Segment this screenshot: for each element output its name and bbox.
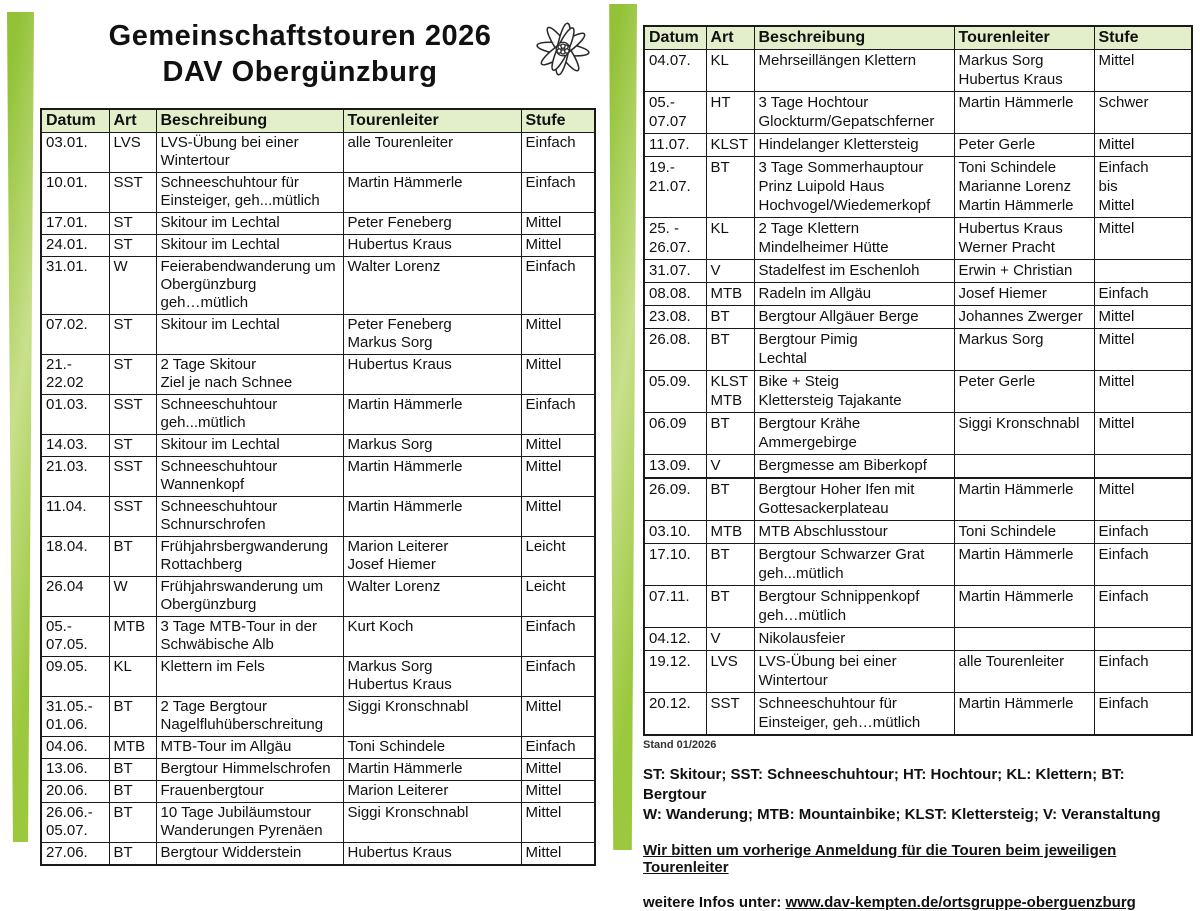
cell-beschreibung: Bergmesse am Biberkopf <box>754 455 954 479</box>
cell-datum: 20.06. <box>41 781 109 803</box>
cell-beschreibung: Hindelanger Klettersteig <box>754 134 954 157</box>
cell-art: ST <box>109 213 156 235</box>
cell-tourenleiter: Martin Hämmerle <box>954 586 1094 628</box>
cell-tourenleiter: Josef Hiemer <box>954 283 1094 306</box>
column-header: Tourenleiter <box>343 109 521 133</box>
cell-stufe: Mittel <box>521 497 595 537</box>
cell-art: BT <box>109 697 156 737</box>
cell-tourenleiter: Peter Feneberg Markus Sorg <box>343 315 521 355</box>
tour-row <box>41 235 595 257</box>
cell-tourenleiter: Martin Hämmerle <box>954 92 1094 134</box>
cell-tourenleiter: Erwin + Christian <box>954 260 1094 283</box>
column-header: Stufe <box>521 109 595 133</box>
cell-beschreibung: Mehrseillängen Klettern <box>754 50 954 92</box>
cell-tourenleiter: Peter Gerle <box>954 134 1094 157</box>
cell-tourenleiter: Martin Hämmerle <box>343 457 521 497</box>
column-header: Beschreibung <box>156 109 343 133</box>
cell-beschreibung: Bergtour Himmelschrofen <box>156 759 343 781</box>
cell-art: BT <box>706 478 754 521</box>
cell-stufe: Mittel <box>1094 134 1192 157</box>
tour-row <box>644 92 1192 134</box>
column-header: Tourenleiter <box>954 26 1094 50</box>
cell-beschreibung: 2 Tage Bergtour Nagelfluhüberschreitung <box>156 697 343 737</box>
tour-row <box>41 803 595 843</box>
cell-art: LVS <box>706 651 754 693</box>
cell-stufe: Mittel <box>521 235 595 257</box>
cell-tourenleiter: Peter Feneberg <box>343 213 521 235</box>
cell-datum: 20.12. <box>644 693 706 736</box>
page-title <box>40 18 560 90</box>
cell-beschreibung: Schneeschuhtour geh...mütlich <box>156 395 343 435</box>
cell-stufe: Mittel <box>1094 478 1192 521</box>
cell-art: HT <box>706 92 754 134</box>
cell-datum: 04.12. <box>644 628 706 651</box>
cell-beschreibung: Frühjahrswanderung um Obergünzburg <box>156 577 343 617</box>
cell-datum: 19.- 21.07. <box>644 157 706 218</box>
cell-datum: 26.06.- 05.07. <box>41 803 109 843</box>
table-header-row <box>41 109 595 133</box>
cell-art: KL <box>706 218 754 260</box>
cell-stufe: Mittel <box>1094 306 1192 329</box>
column-header: Art <box>706 26 754 50</box>
cell-datum: 05.- 07.07 <box>644 92 706 134</box>
cell-beschreibung: Bergtour Krähe Ammergebirge <box>754 413 954 455</box>
cell-stufe <box>1094 628 1192 651</box>
table-header-row <box>644 26 1192 50</box>
tour-row <box>41 843 595 866</box>
cell-beschreibung: Bergtour Widderstein <box>156 843 343 866</box>
cell-beschreibung: Bergtour Allgäuer Berge <box>754 306 954 329</box>
cell-art: ST <box>109 315 156 355</box>
cell-beschreibung: 3 Tage Hochtour Glockturm/Gepatschferner <box>754 92 954 134</box>
cell-art: ST <box>109 435 156 457</box>
cell-beschreibung: Frauenbergtour <box>156 781 343 803</box>
tour-row <box>644 521 1192 544</box>
cell-datum: 31.01. <box>41 257 109 315</box>
column-header: Datum <box>644 26 706 50</box>
cell-stufe: Mittel <box>521 435 595 457</box>
cell-art: KLST MTB <box>706 371 754 413</box>
cell-stufe <box>1094 455 1192 479</box>
cell-art: KL <box>109 657 156 697</box>
tour-row <box>41 657 595 697</box>
cell-datum: 05.09. <box>644 371 706 413</box>
cell-datum: 07.11. <box>644 586 706 628</box>
cell-tourenleiter <box>954 628 1094 651</box>
column-header: Datum <box>41 109 109 133</box>
cell-art: BT <box>706 544 754 586</box>
cell-tourenleiter: Marion Leiterer Josef Hiemer <box>343 537 521 577</box>
cell-stufe: Einfach <box>1094 586 1192 628</box>
tour-row <box>644 218 1192 260</box>
tour-row <box>644 478 1192 521</box>
tour-row <box>41 457 595 497</box>
cell-beschreibung: Schneeschuhtour für Einsteiger, geh...mütlich <box>156 173 343 213</box>
cell-stufe: Einfach <box>521 737 595 759</box>
cell-tourenleiter: Peter Gerle <box>954 371 1094 413</box>
cell-art: BT <box>706 329 754 371</box>
cell-datum: 19.12. <box>644 651 706 693</box>
cell-tourenleiter: alle Tourenleiter <box>954 651 1094 693</box>
cell-tourenleiter: Siggi Kronschnabl <box>343 697 521 737</box>
cell-beschreibung: MTB Abschlusstour <box>754 521 954 544</box>
cell-datum: 06.09 <box>644 413 706 455</box>
cell-art: V <box>706 455 754 479</box>
cell-datum: 10.01. <box>41 173 109 213</box>
page-edge-bar-middle <box>608 4 637 850</box>
cell-tourenleiter: Martin Hämmerle <box>954 544 1094 586</box>
tour-row <box>41 213 595 235</box>
cell-beschreibung: Skitour im Lechtal <box>156 213 343 235</box>
abbreviation-legend <box>643 765 1191 825</box>
cell-tourenleiter: Siggi Kronschnabl <box>954 413 1094 455</box>
cell-stufe: Einfach <box>1094 651 1192 693</box>
cell-datum: 11.04. <box>41 497 109 537</box>
cell-datum: 26.08. <box>644 329 706 371</box>
tour-row <box>644 586 1192 628</box>
cell-tourenleiter: Markus Sorg Hubertus Kraus <box>954 50 1094 92</box>
cell-datum: 31.05.- 01.06. <box>41 697 109 737</box>
cell-tourenleiter: Hubertus Kraus <box>343 843 521 866</box>
left-page <box>40 18 594 866</box>
tour-row <box>41 537 595 577</box>
cell-stufe: Einfach <box>521 617 595 657</box>
cell-datum: 03.10. <box>644 521 706 544</box>
cell-art: BT <box>109 803 156 843</box>
cell-art: BT <box>706 413 754 455</box>
cell-beschreibung: 3 Tage MTB-Tour in der Schwäbische Alb <box>156 617 343 657</box>
cell-beschreibung: Feierabendwanderung um Obergünzburg geh…mütlich <box>156 257 343 315</box>
cell-stufe <box>1094 260 1192 283</box>
title-line2: DAV Obergünzburg <box>162 56 438 88</box>
cell-stufe: Einfach <box>1094 521 1192 544</box>
cell-beschreibung: MTB-Tour im Allgäu <box>156 737 343 759</box>
cell-beschreibung: Stadelfest im Eschenloh <box>754 260 954 283</box>
cell-tourenleiter <box>954 455 1094 479</box>
cell-art: BT <box>109 781 156 803</box>
tour-row <box>644 260 1192 283</box>
cell-tourenleiter: Martin Hämmerle <box>343 395 521 435</box>
cell-datum: 01.03. <box>41 395 109 435</box>
cell-beschreibung: 10 Tage Jubiläumstour Wanderungen Pyrenäen <box>156 803 343 843</box>
cell-datum: 05.- 07.05. <box>41 617 109 657</box>
column-header: Stufe <box>1094 26 1192 50</box>
cell-tourenleiter: Walter Lorenz <box>343 577 521 617</box>
cell-tourenleiter: Toni Schindele Marianne Lorenz Martin Hämmerle <box>954 157 1094 218</box>
cell-tourenleiter: Martin Hämmerle <box>343 497 521 537</box>
tour-row <box>644 134 1192 157</box>
cell-datum: 03.01. <box>41 133 109 173</box>
cell-datum: 04.06. <box>41 737 109 759</box>
cell-stufe: Mittel <box>1094 371 1192 413</box>
info-url-link[interactable]: www.dav-kempten.de/ortsgruppe-oberguenzburg <box>785 894 1136 911</box>
cell-stufe: Mittel <box>1094 329 1192 371</box>
cell-stufe: Mittel <box>1094 50 1192 92</box>
cell-art: ST <box>109 235 156 257</box>
cell-datum: 13.06. <box>41 759 109 781</box>
cell-datum: 18.04. <box>41 537 109 577</box>
cell-stufe: Mittel <box>1094 413 1192 455</box>
cell-datum: 07.02. <box>41 315 109 355</box>
tour-row <box>644 455 1192 479</box>
tour-row <box>644 157 1192 218</box>
cell-beschreibung: LVS-Übung bei einer Wintertour <box>754 651 954 693</box>
cell-beschreibung: Klettern im Fels <box>156 657 343 697</box>
cell-stufe: Mittel <box>521 803 595 843</box>
cell-beschreibung: Frühjahrsbergwanderung Rottachberg <box>156 537 343 577</box>
page-edge-bar-left <box>7 12 34 842</box>
cell-datum: 17.01. <box>41 213 109 235</box>
tour-row <box>41 395 595 435</box>
cell-beschreibung: Schneeschuhtour Wannenkopf <box>156 457 343 497</box>
cell-datum: 08.08. <box>644 283 706 306</box>
cell-art: MTB <box>706 521 754 544</box>
cell-tourenleiter: Walter Lorenz <box>343 257 521 315</box>
tour-row <box>644 306 1192 329</box>
cell-datum: 13.09. <box>644 455 706 479</box>
tour-row <box>41 737 595 759</box>
tour-row <box>644 413 1192 455</box>
cell-datum: 09.05. <box>41 657 109 697</box>
cell-stufe: Mittel <box>521 781 595 803</box>
column-header: Beschreibung <box>754 26 954 50</box>
cell-art: SST <box>109 497 156 537</box>
cell-tourenleiter: Martin Hämmerle <box>343 759 521 781</box>
column-header: Art <box>109 109 156 133</box>
cell-stufe: Einfach <box>1094 693 1192 736</box>
cell-beschreibung: 2 Tage Skitour Ziel je nach Schnee <box>156 355 343 395</box>
tour-row <box>644 651 1192 693</box>
cell-tourenleiter: Kurt Koch <box>343 617 521 657</box>
cell-beschreibung: Radeln im Allgäu <box>754 283 954 306</box>
cell-art: MTB <box>706 283 754 306</box>
tour-row <box>41 617 595 657</box>
cell-art: SST <box>109 173 156 213</box>
right-page <box>643 25 1191 911</box>
cell-datum: 25. - 26.07. <box>644 218 706 260</box>
cell-tourenleiter: alle Tourenleiter <box>343 133 521 173</box>
tour-row <box>41 759 595 781</box>
cell-datum: 26.09. <box>644 478 706 521</box>
cell-stufe: Einfach <box>521 133 595 173</box>
cell-beschreibung: Schneeschuhtour für Einsteiger, geh…mütlich <box>754 693 954 736</box>
cell-tourenleiter: Markus Sorg <box>954 329 1094 371</box>
cell-datum: 04.07. <box>644 50 706 92</box>
cell-beschreibung: Bike + Steig Klettersteig Tajakante <box>754 371 954 413</box>
cell-beschreibung: Schneeschuhtour Schnurschrofen <box>156 497 343 537</box>
cell-tourenleiter: Martin Hämmerle <box>343 173 521 213</box>
tour-row <box>41 577 595 617</box>
cell-stufe: Einfach <box>1094 544 1192 586</box>
tour-table-second-half <box>643 25 1193 736</box>
tour-row <box>644 628 1192 651</box>
cell-tourenleiter: Markus Sorg <box>343 435 521 457</box>
cell-stufe: Einfach <box>521 173 595 213</box>
cell-art: BT <box>109 759 156 781</box>
cell-datum: 21.- 22.02 <box>41 355 109 395</box>
tour-row <box>41 781 595 803</box>
version-note: Stand 01/2026 <box>643 739 717 751</box>
cell-art: LVS <box>109 133 156 173</box>
cell-stufe: Einfach <box>1094 283 1192 306</box>
title-block <box>40 18 560 90</box>
cell-tourenleiter: Toni Schindele <box>954 521 1094 544</box>
title-line1: Gemeinschaftstouren 2026 <box>108 20 492 52</box>
cell-datum: 24.01. <box>41 235 109 257</box>
cell-datum: 14.03. <box>41 435 109 457</box>
cell-art: KL <box>706 50 754 92</box>
cell-art: ST <box>109 355 156 395</box>
cell-datum: 21.03. <box>41 457 109 497</box>
cell-art: KLST <box>706 134 754 157</box>
cell-art: BT <box>109 843 156 866</box>
tour-row <box>644 50 1192 92</box>
cell-beschreibung: 3 Tage Sommerhauptour Prinz Luipold Haus Hochvogel/Wiedemerkopf <box>754 157 954 218</box>
cell-datum: 23.08. <box>644 306 706 329</box>
cell-beschreibung: Bergtour Schwarzer Grat geh...mütlich <box>754 544 954 586</box>
cell-datum: 27.06. <box>41 843 109 866</box>
cell-stufe: Mittel <box>521 213 595 235</box>
cell-stufe: Leicht <box>521 577 595 617</box>
tour-row <box>41 435 595 457</box>
cell-stufe: Mittel <box>521 355 595 395</box>
cell-beschreibung: 2 Tage Klettern Mindelheimer Hütte <box>754 218 954 260</box>
tour-row <box>644 329 1192 371</box>
cell-art: SST <box>706 693 754 736</box>
cell-art: V <box>706 260 754 283</box>
cell-datum: 17.10. <box>644 544 706 586</box>
tour-row <box>644 371 1192 413</box>
tour-row <box>41 355 595 395</box>
cell-art: SST <box>109 395 156 435</box>
cell-art: SST <box>109 457 156 497</box>
cell-tourenleiter: Martin Hämmerle <box>954 693 1094 736</box>
cell-tourenleiter: Markus Sorg Hubertus Kraus <box>343 657 521 697</box>
cell-datum: 31.07. <box>644 260 706 283</box>
tour-row <box>41 173 595 213</box>
cell-stufe: Mittel <box>521 315 595 355</box>
tour-row <box>644 544 1192 586</box>
tour-row <box>41 497 595 537</box>
cell-tourenleiter: Hubertus Kraus <box>343 355 521 395</box>
cell-stufe: Mittel <box>521 697 595 737</box>
cell-beschreibung: Bergtour Schnippenkopf geh…mütlich <box>754 586 954 628</box>
cell-tourenleiter: Toni Schindele <box>343 737 521 759</box>
cell-beschreibung: Skitour im Lechtal <box>156 435 343 457</box>
info-label: weitere Infos unter: <box>643 894 786 911</box>
cell-art: MTB <box>109 737 156 759</box>
cell-tourenleiter: Hubertus Kraus <box>343 235 521 257</box>
cell-art: V <box>706 628 754 651</box>
cell-art: MTB <box>109 617 156 657</box>
cell-beschreibung: Skitour im Lechtal <box>156 235 343 257</box>
cell-stufe: Einfach <box>521 395 595 435</box>
cell-art: W <box>109 577 156 617</box>
cell-beschreibung: Nikolausfeier <box>754 628 954 651</box>
cell-art: BT <box>706 586 754 628</box>
cell-beschreibung: Bergtour Hoher Ifen mit Gottesackerplateau <box>754 478 954 521</box>
registration-notice: Wir bitten um vorherige Anmeldung für die Touren beim jeweiligen Tourenleiter <box>643 842 1117 876</box>
tour-table-first-half <box>40 108 596 866</box>
cell-tourenleiter: Siggi Kronschnabl <box>343 803 521 843</box>
legend-line1: ST: Skitour; SST: Schneeschuhtour; HT: Hochtour; KL: Klettern; BT: Bergtour <box>643 766 1125 803</box>
tour-row <box>644 693 1192 736</box>
cell-stufe: Einfach <box>521 657 595 697</box>
cell-art: BT <box>109 537 156 577</box>
cell-stufe: Einfach <box>521 257 595 315</box>
tour-row <box>644 283 1192 306</box>
cell-art: BT <box>706 306 754 329</box>
cell-beschreibung: Bergtour Pimig Lechtal <box>754 329 954 371</box>
tour-row <box>41 315 595 355</box>
cell-stufe: Mittel <box>521 759 595 781</box>
cell-tourenleiter: Martin Hämmerle <box>954 478 1094 521</box>
cell-tourenleiter: Johannes Zwerger <box>954 306 1094 329</box>
cell-beschreibung: LVS-Übung bei einer Wintertour <box>156 133 343 173</box>
cell-tourenleiter: Hubertus Kraus Werner Pracht <box>954 218 1094 260</box>
info-line <box>643 894 1191 911</box>
cell-datum: 26.04 <box>41 577 109 617</box>
cell-datum: 11.07. <box>644 134 706 157</box>
cell-stufe: Leicht <box>521 537 595 577</box>
legend-line2: W: Wanderung; MTB: Mountainbike; KLST: Klettersteig; V: Veranstaltung <box>643 806 1161 823</box>
cell-art: BT <box>706 157 754 218</box>
cell-stufe: Einfach bis Mittel <box>1094 157 1192 218</box>
tour-row <box>41 257 595 315</box>
tour-row <box>41 697 595 737</box>
cell-stufe: Mittel <box>1094 218 1192 260</box>
cell-art: W <box>109 257 156 315</box>
tour-row <box>41 133 595 173</box>
cell-stufe: Mittel <box>521 457 595 497</box>
cell-tourenleiter: Marion Leiterer <box>343 781 521 803</box>
cell-beschreibung: Skitour im Lechtal <box>156 315 343 355</box>
cell-stufe: Mittel <box>521 843 595 866</box>
cell-stufe: Schwer <box>1094 92 1192 134</box>
edelweiss-icon <box>532 20 594 85</box>
